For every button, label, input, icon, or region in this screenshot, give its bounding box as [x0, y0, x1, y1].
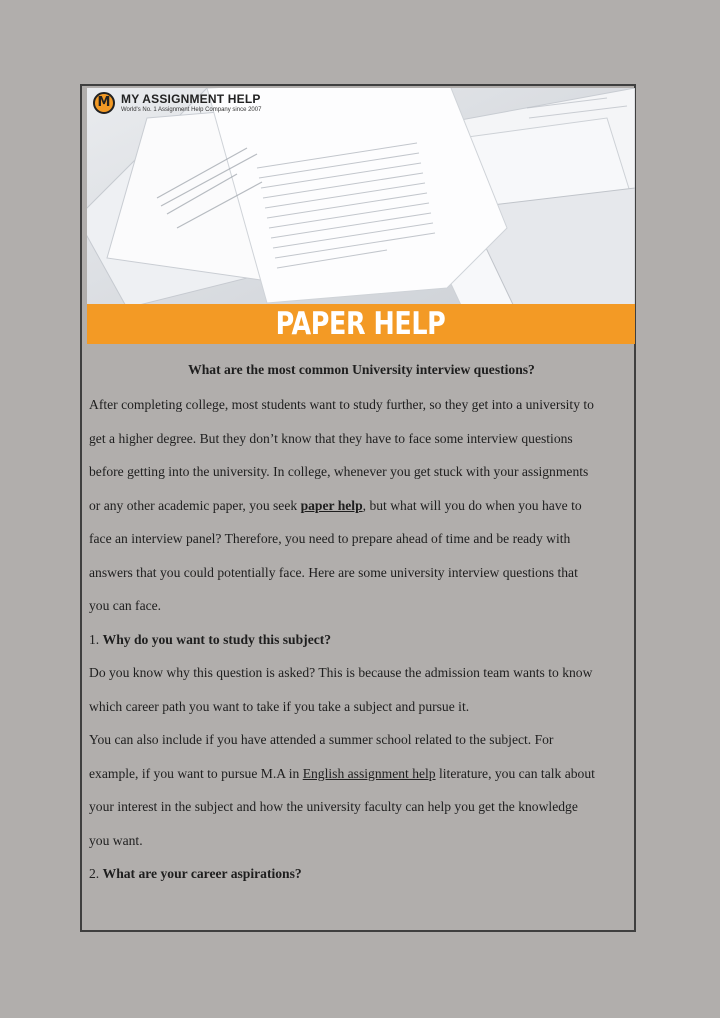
- paragraph-line: [89, 489, 634, 523]
- paragraph-line: before getting into the university. In college, whenever you get stuck with your assignments: [89, 464, 589, 479]
- question-number: 2.: [89, 866, 103, 881]
- logo-name: MY ASSIGNMENT HELP: [121, 91, 261, 106]
- paragraph-line: you want.: [89, 832, 143, 848]
- text-span: literature, you can talk about: [435, 765, 595, 781]
- text-span: , but what will you do when you have to: [362, 497, 582, 513]
- logo-tagline: World's No. 1 Assignment Help Company since 2007: [121, 106, 262, 113]
- question-text: Why do you want to study this subject?: [102, 631, 332, 647]
- paragraph-line: [89, 757, 634, 791]
- paragraph-line: You can also include if you have attended a summer school related to the subject. For: [89, 732, 554, 747]
- english-assignment-help-link[interactable]: English assignment help: [302, 765, 436, 781]
- logo-m-icon: M: [93, 92, 115, 114]
- question-heading-1: [89, 623, 634, 657]
- banner-image: [87, 88, 635, 344]
- paragraph-line: face an interview panel? Therefore, you need to prepare ahead of time and be ready with: [89, 531, 571, 546]
- logo: [93, 92, 261, 114]
- text-span: example, if you want to pursue M.A in: [89, 765, 303, 781]
- paragraph-line: your interest in the subject and how the university faculty can help you get the knowledge: [89, 799, 578, 814]
- text-span: or any other academic paper, you seek: [89, 497, 301, 513]
- paragraph-line: answers that you could potentially face. Here are some university interview questions that: [89, 564, 578, 580]
- paragraph-line: After completing college, most students want to study further, so they get into a university to: [89, 397, 594, 412]
- banner-title-bar: [87, 304, 635, 344]
- paragraph-line: which career path you want to take if you take a subject and pursue it.: [89, 698, 470, 714]
- paragraph-line: get a higher degree. But they don’t know that they have to face some interview questions: [89, 430, 573, 446]
- paper-help-link[interactable]: paper help: [300, 497, 363, 513]
- question-text: What are your career aspirations?: [102, 866, 302, 881]
- question-heading-2: [89, 857, 634, 891]
- document-page: [80, 84, 636, 932]
- banner-title: PAPER HELP: [276, 306, 446, 342]
- question-number: 1.: [89, 631, 103, 647]
- article-title: What are the most common University interview questions?: [188, 362, 535, 377]
- paragraph-line: Do you know why this question is asked? This is because the admission team wants to know: [89, 665, 593, 680]
- paragraph-line: you can face.: [89, 598, 162, 613]
- article-body: [89, 348, 634, 891]
